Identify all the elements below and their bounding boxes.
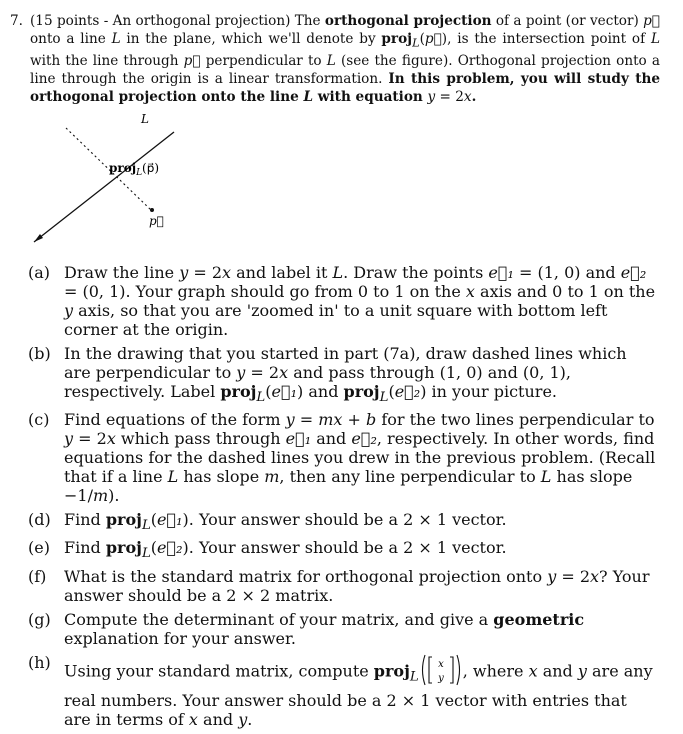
text-run: and <box>537 661 578 681</box>
text-run: = 2 <box>435 88 464 105</box>
subpart-c <box>28 410 658 505</box>
subscript: L <box>141 546 151 562</box>
math-symbol: y <box>236 363 246 382</box>
math-symbol: e⃗₁ <box>488 263 514 282</box>
text-run: , where <box>462 661 529 681</box>
vector-entry: x <box>437 658 444 670</box>
text-run: . Draw the points <box>343 263 489 282</box>
text-run: ) in your picture. <box>420 382 557 401</box>
text-run: Compute the determinant of your matrix, and give a <box>64 609 494 629</box>
point-p-label: p⃗ <box>149 214 164 228</box>
bold-text: proj <box>105 510 142 530</box>
bold-text: In this problem, you will study the orthogonal projection onto the line <box>30 70 661 105</box>
bold-text: proj <box>381 31 413 47</box>
text-run: ) and <box>297 382 344 401</box>
text-run: ). Your answer should be a 2 × 1 vector. <box>182 510 507 530</box>
text-run: + <box>342 410 366 430</box>
text-run: ( <box>388 382 395 401</box>
math-symbol: x <box>528 661 538 681</box>
math-symbol: L <box>650 31 660 47</box>
text-run: = (1, 0) and <box>513 263 621 282</box>
text-run: ( <box>419 31 425 47</box>
problem-number: 7. <box>10 13 23 29</box>
subpart-body <box>64 410 658 505</box>
subpart-body <box>64 567 658 605</box>
text-run: ? Your answer should be a 2 × 2 matrix. <box>64 566 650 605</box>
bold-text: proj <box>220 382 257 401</box>
subscript: L <box>412 35 420 50</box>
bold-text: proj <box>343 382 380 401</box>
text-run: , respectively. In other words, find equations for the dashed lines you drew in the previous problem. (Recall that if a line <box>64 429 656 487</box>
math-symbol: L <box>326 52 336 69</box>
text-run: ). Your answer should be a 2 × 1 vector. <box>182 538 507 558</box>
text-run: explanation for your answer. <box>64 628 296 648</box>
math-symbol: L <box>167 467 179 487</box>
text-run: (15 points - An orthogonal projection) The <box>30 13 325 29</box>
subpart-label: (f) <box>28 566 47 586</box>
proj-label-arg: (p⃗) <box>142 161 160 175</box>
math-symbol: L <box>540 467 552 487</box>
subpart-label: (a) <box>28 263 51 282</box>
math-symbol: y <box>238 709 248 729</box>
projection-figure <box>24 112 184 252</box>
point-p-dot <box>150 208 154 212</box>
math-symbol: y <box>427 88 436 105</box>
subpart-label: (h) <box>28 652 51 672</box>
math-symbol: y <box>179 263 189 282</box>
math-symbol: e⃗₁ <box>271 382 298 401</box>
bold-text: . <box>471 88 477 105</box>
math-symbol: p⃗ <box>183 52 201 69</box>
math-symbol: x <box>463 88 472 105</box>
math-symbol: L <box>303 88 314 105</box>
subpart-label: (e) <box>28 538 50 558</box>
text-run: of a point (or vector) <box>491 13 644 29</box>
text-run: for the two lines perpendicular to <box>376 410 655 430</box>
problem-intro <box>30 12 660 106</box>
text-run: ( <box>150 538 158 558</box>
text-run: . <box>247 709 253 729</box>
math-symbol: e⃗₂ <box>394 382 421 401</box>
math-symbol: m <box>264 467 280 487</box>
math-symbol: y <box>64 429 74 449</box>
subpart-d <box>28 510 658 533</box>
text-run: with the line through <box>30 52 184 69</box>
subscript: L <box>141 518 151 534</box>
text-run: = <box>294 410 319 430</box>
vector-xy <box>419 653 463 691</box>
problem-7 <box>10 12 660 106</box>
text-run: Find <box>64 510 106 530</box>
proj-label <box>109 161 159 178</box>
text-run: ), is the intersection point of <box>441 31 651 47</box>
subpart-label: (g) <box>28 609 51 629</box>
math-symbol: p⃗ <box>424 31 442 47</box>
bold-text: geometric <box>493 609 585 629</box>
math-symbol: x <box>279 363 289 382</box>
text-run: = (0, 1). Your graph should go from 0 to 1 on the <box>64 282 466 301</box>
text-run: Find <box>64 538 106 558</box>
proj-label-sub: L <box>136 168 143 178</box>
subpart-h <box>28 653 658 729</box>
math-symbol: mx <box>318 410 343 430</box>
math-symbol: m <box>92 486 109 506</box>
proj-label-text: proj <box>109 161 137 175</box>
text-run: , then any line perpendicular to <box>279 467 541 487</box>
text-run: which pass through <box>115 429 286 449</box>
bold-text: with equation <box>313 88 428 105</box>
subscript: L <box>379 390 389 406</box>
text-run: onto a line <box>30 31 112 47</box>
math-symbol: y <box>577 661 587 681</box>
text-run: Draw the line <box>64 263 180 282</box>
subpart-body <box>64 538 658 561</box>
subpart-label: (c) <box>28 410 50 430</box>
math-symbol: y <box>64 301 74 320</box>
math-symbol: x <box>590 566 600 586</box>
math-symbol: e⃗₁ <box>285 429 312 449</box>
bold-text: proj <box>105 538 142 558</box>
subpart-body <box>64 610 658 648</box>
subpart-a <box>28 263 658 339</box>
math-symbol: x <box>188 709 198 729</box>
text-run: Find equations of the form <box>64 410 286 430</box>
text-run: in the plane, which we'll denote by <box>120 31 382 47</box>
math-symbol: b <box>365 410 377 430</box>
math-symbol: y <box>285 410 295 430</box>
subpart-label: (b) <box>28 344 51 363</box>
subpart-label: (d) <box>28 510 51 530</box>
subpart-e <box>28 538 658 561</box>
text-run: = 2 <box>73 429 107 449</box>
vector-entry: y <box>437 672 444 684</box>
text-run: and pass through (1, 0) and (0, 1), respectively. Label <box>64 363 571 401</box>
text-run: axis, so that you are 'zoomed in' to a unit square with bottom left corner at the origin. <box>64 301 608 339</box>
math-symbol: L <box>332 263 344 282</box>
text-run: ). <box>108 486 120 506</box>
subscript: L <box>409 669 419 685</box>
math-symbol: x <box>222 263 232 282</box>
subpart-f <box>28 567 658 605</box>
line-L-label: L <box>141 112 149 126</box>
text-run: Using your standard matrix, compute <box>64 661 374 681</box>
math-symbol: y <box>547 566 557 586</box>
text-run: = 2 <box>188 263 222 282</box>
text-run: perpendicular to <box>200 52 327 69</box>
text-run: and label it <box>231 263 333 282</box>
bold-text: orthogonal projection <box>324 13 492 29</box>
text-run: ( <box>265 382 272 401</box>
text-run: What is the standard matrix for orthogonal projection onto <box>64 566 548 586</box>
subparts-list <box>28 263 658 734</box>
text-run: = 2 <box>245 363 280 382</box>
subscript: L <box>256 390 266 406</box>
text-run: (see the figure). Orthogonal projection onto a line through the origin is a linear transformation. <box>30 52 660 87</box>
bold-text: proj <box>373 661 410 681</box>
math-symbol: L <box>111 31 121 47</box>
text-run: In the drawing that you started in part (7a), draw dashed lines which are perpendicular to <box>64 344 627 382</box>
subpart-body <box>64 344 658 405</box>
math-symbol: e⃗₂ <box>351 429 377 449</box>
math-symbol: p⃗ <box>643 13 660 29</box>
text-run: are any real numbers. Your answer should be a 2 × 1 vector with entries that are in terms of <box>64 661 653 729</box>
text-run: has slope <box>178 467 265 487</box>
text-run: = 2 <box>556 566 591 586</box>
text-run: and <box>311 429 352 449</box>
subpart-body <box>64 653 658 729</box>
math-symbol: e⃗₂ <box>620 263 647 282</box>
math-symbol: x <box>465 282 475 301</box>
subpart-body <box>64 510 658 533</box>
text-run: has slope −1/ <box>64 467 633 506</box>
math-symbol: e⃗₁ <box>157 510 183 530</box>
math-symbol: e⃗₂ <box>157 538 183 558</box>
text-run: axis and 0 to 1 on the <box>474 282 656 301</box>
text-run: and <box>197 709 239 729</box>
text-run: ( <box>150 510 158 530</box>
subpart-body <box>64 263 658 339</box>
subpart-g <box>28 610 658 648</box>
subpart-b <box>28 344 658 405</box>
math-symbol: x <box>106 429 116 449</box>
